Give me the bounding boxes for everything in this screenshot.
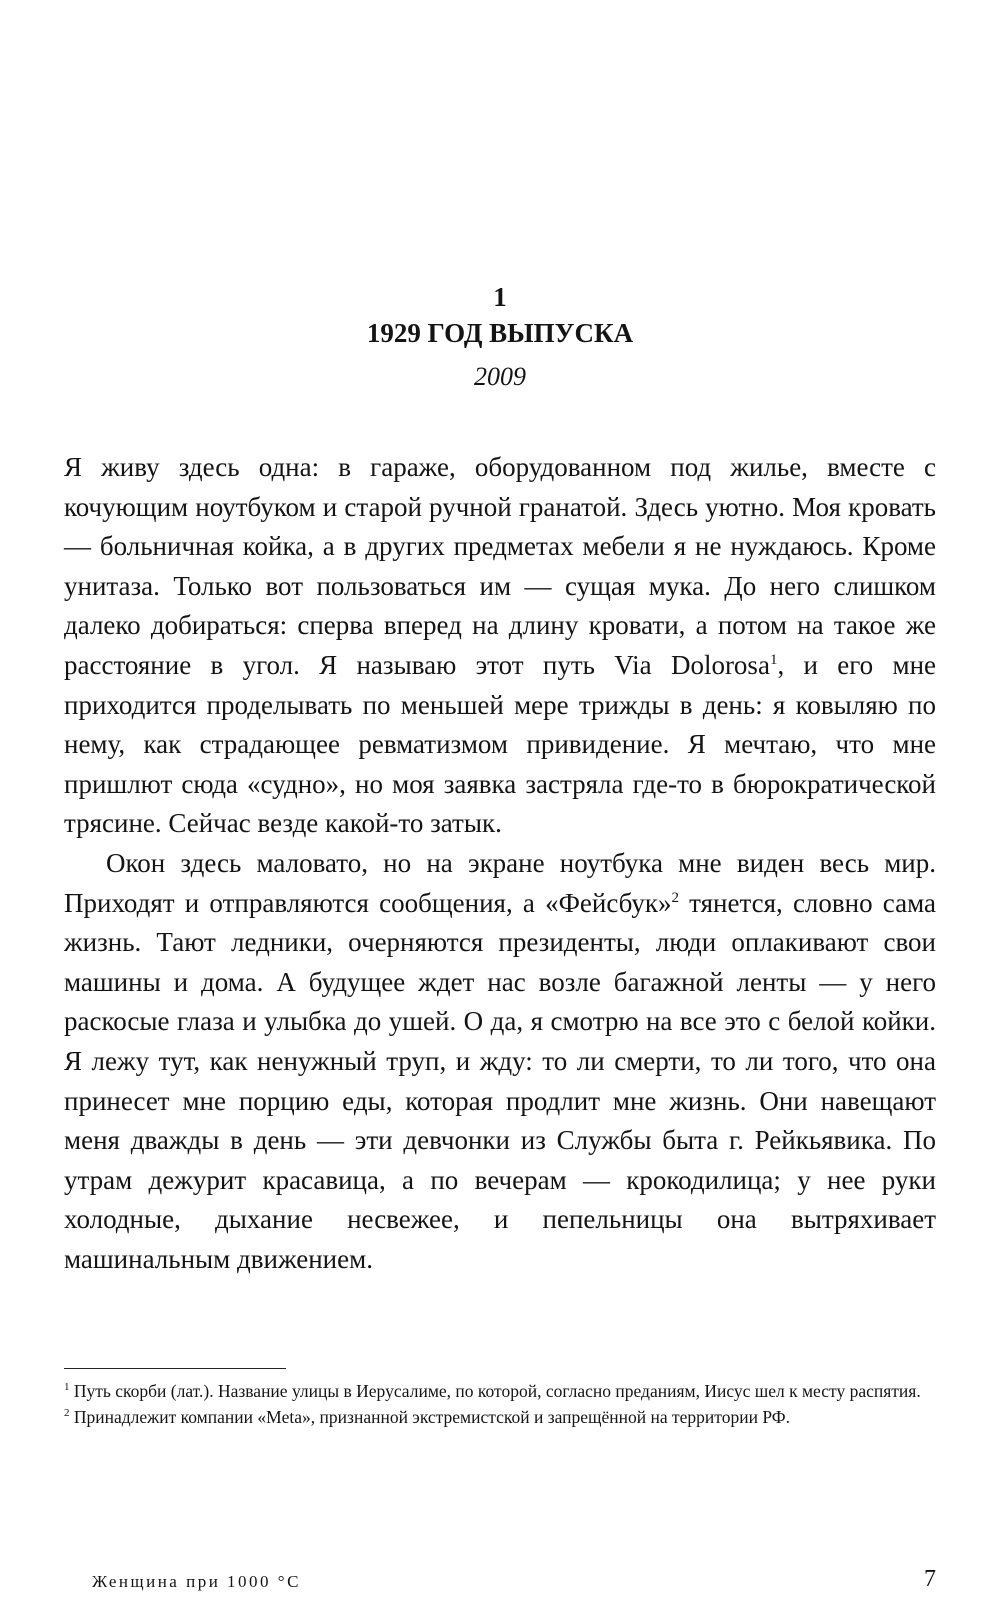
footnotes (64, 1378, 936, 1430)
body-text (64, 448, 936, 1279)
paragraph-1-text-b: , и его мне приходится проделывать по меньшей мере трижды в день: я ковыляю по нему, как страдающее ревматизмом привидение. Я мечтаю, что мне пришлют сюда «судно», но моя заявка застряла где-то в бюрократической трясине. Сейчас везде какой-то затык. (64, 649, 936, 839)
footnote-2-text: Принадлежит компании «Meta», признанной экстремистской и запрещённой на территории РФ. (73, 1407, 790, 1427)
footnote-2-marker: 2 (64, 1407, 70, 1420)
paragraph-2-text-b: тянется, словно сама жизнь. Тают ледники, очерняются президенты, люди оплакивают свои машины и дома. А будущее ждет нас возле багажной ленты — у него раскосые глаза и улыбка до ушей. О да, я смотрю на все это с белой койки. Я лежу тут, как ненужный труп, и жду: то ли смерти, то ли того, что она принесет мне порцию еды, которая продлит мне жизнь. Они навещают меня дважды в день — эти девчонки из Службы быта г. Рейкьявика. По утрам дежурит красавица, а по вечерам — крокодилица; у нее руки холодные, дыхание несвежее, и пепельницы она вытряхивает машинальным движением. (64, 887, 936, 1274)
chapter-number: 1 (493, 282, 507, 312)
footnote-1-text: Путь скорби (лат.). Название улицы в Иерусалиме, по которой, согласно преданиям, Иисус шел к месту распятия. (73, 1381, 921, 1401)
running-footer-title: Женщина при 1000 °С (92, 1572, 301, 1591)
chapter-title: 1929 ГОД ВЫПУСКА (366, 318, 634, 348)
footnote-separator (64, 1368, 286, 1369)
chapter-year: 2009 (474, 362, 526, 391)
page-number: 7 (924, 1566, 936, 1592)
paragraph-1 (64, 448, 936, 844)
footnote-ref-1: 1 (769, 651, 778, 668)
paragraph-2-text-a: Окон здесь маловато, но на экране ноутбука мне виден весь мир. Приходят и отправляются сообщения, а «Фейсбук» (64, 847, 936, 918)
paragraph-1-text-a: Я живу здесь одна: в гараже, оборудованном под жилье, вместе с кочующим ноутбуком и старой ручной гранатой. Здесь уютно. Моя кровать — больничная койка, а в других предметах мебели я не нуждаюсь. Кроме унитаза. Только вот пользоваться им — сущая мука. До него слишком далеко добираться: сперва вперед на длину кровати, а потом на такое же расстояние в угол. Я называю этот путь Via Dolorosa (64, 452, 936, 680)
footnote-2 (64, 1404, 936, 1430)
footnote-ref-2: 2 (671, 889, 679, 906)
paragraph-2 (64, 844, 936, 1280)
footnote-1-marker: 1 (64, 1381, 70, 1394)
footnote-1 (64, 1378, 936, 1404)
